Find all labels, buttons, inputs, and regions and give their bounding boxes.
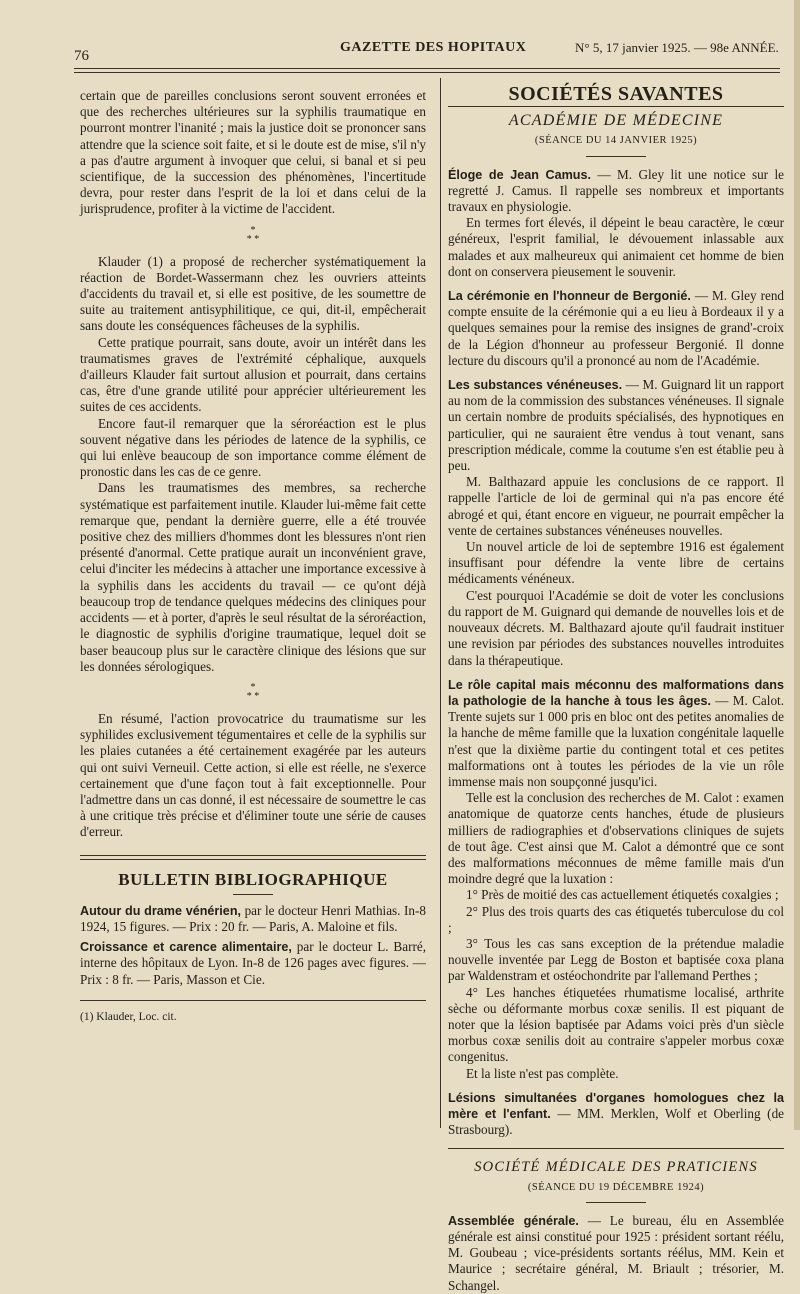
- entry-lesions-text: — MM. Merklen, Wolf et Oberling (de Strasbourg).: [448, 1105, 785, 1138]
- entry-calot-point-2: 2° Plus des trois quarts des cas étiquetés tuberculose du col ;: [448, 903, 784, 935]
- footnote: (1) Klauder, Loc. cit.: [80, 1010, 177, 1023]
- entry-calot-point-1: 1° Près de moitié des cas actuellement étiquetés coxalgies ;: [466, 887, 779, 903]
- issue-info: N° 5, 17 janvier 1925. — 98e ANNÉE.: [575, 40, 779, 55]
- entry-substances: [448, 377, 784, 474]
- header-rule-bottom: [74, 72, 780, 73]
- entry-eloge-camus: [448, 167, 784, 216]
- paragraph-membres: Dans les traumatismes des membres, sa recherche systématique est parfaitement inutile. Klauder lui-même fait cette remarque que, pendant la dernière guerre, elle a été trouvée positive chez des milliers d'hommes dont les blessures n'ont rien présenté d'anormal. Cette pratique aurait un inconvénient grave, celui d'inciter les médecins à attacher une importance excessive à la syphilis dans les accidents du travail — ce qu'ont déjà beaucoup trop de tendance quelques médecins des cliniques pour accidents — et à porter, d'après le seul résultat de la séroréaction, le diagnostic de syphilis d'origine traumatique, lequel doit se baser beaucoup plus sur le caractère clinique des lésions que sur les données sérologiques.: [80, 480, 426, 674]
- biblio-entry-1-text: par le docteur Henri Mathias. In-8 1924, 15 figures. — Prix : 20 fr. — Paris, A. Maloine et fils.: [80, 902, 426, 934]
- biblio-rule-top-1: [80, 855, 426, 856]
- entry-calot-point-3: 3° Tous les cas sans exception de la prétendue maladie nouvelle inventée par Legg de Boston et baptisée coxa plana par Waldenstram et ostéochondrite par l'allemand Perthes ;: [448, 935, 784, 984]
- entry-loi-1916: Un nouvel article de loi de septembre 1916 est également insuffisant pour défendre la vente libre de certains médicaments vénéneux.: [448, 539, 784, 587]
- entry-balthazard: M. Balthazard appuie les conclusions de ce rapport. Il rappelle l'article de loi de germinal qui n'a pas encore été abrogé et qui, étant encore en vigueur, ne pourrait empêcher la vente de certaines substances vénéneuses nouvelles.: [448, 474, 784, 538]
- entry-eloge-head: Éloge de Jean Camus.: [448, 167, 592, 182]
- title-rule: [448, 106, 784, 107]
- entry-substances-text: — M. Guignard lit un rapport au nom de la commission des substances vénéneuses. Il signale un certain nombre de produits spécialisés, des hypnotiques en particulier, qui ne sauraient être vendus à tout venant, sans prescription médicale, comme la coutume s'en est établie peu à peu.: [448, 377, 784, 474]
- societe-rule: [448, 1148, 784, 1149]
- journal-title: GAZETTE DES HOPITAUX: [340, 40, 527, 55]
- seance-rule-2: [586, 1202, 646, 1203]
- section-break-stars: [80, 226, 426, 244]
- biblio-entry-1: [80, 903, 426, 935]
- biblio-entry-2: [80, 939, 426, 988]
- seance-rule-1: [586, 156, 646, 157]
- paragraph-klauder: Klauder (1) a proposé de rechercher systématiquement la réaction de Bordet-Wassermann chez les ouvriers atteints d'accidents du travail et, si elle est positive, de les soumettre de suite au traitement antisyphilitique, ce qui, dit-il, empêcherait sans doute les conséquences fâcheuses de la syphilis.: [80, 253, 426, 334]
- right-column: [448, 83, 785, 1294]
- entry-conclusions-guignard: C'est pourquoi l'Académie se doit de voter les conclusions du rapport de M. Guignard qui demande de nouvelles lois et de nouveaux décrets. M. Balthazard ajoute qu'il faudrait instituer une revision par périodes des substances nouvelles introduites dans la thérapeutique.: [448, 587, 784, 668]
- entry-bergonie: [448, 288, 784, 369]
- paragraph-conclusions: certain que de pareilles conclusions seront souvent erronées et que des recherches ultérieures sur la syphilis traumatique en pourront montrer l'inanité ; mais la justice doit se prononcer sans attendre que la science soit faite, et si le doute est de mise, s'il n'y a pas d'autre argument à invoquer que celui, si banal et si peu scientifique, de la succession des phénomènes, l'incertitude devra, pour rester dans l'esprit de la loi et dans celui de la jurisprudence, profiter à la victime de l'accident.: [80, 88, 426, 217]
- entry-assemblee-text: — Le bureau, élu en Assemblée générale est ainsi constitué pour 1925 : président sortant réélu, M. Goubeau ; vice-présidents sortants réélus, MM. Kein et Maurice ; secrétaire général, M. Briault ; trésorier, M. Schangel.: [448, 1212, 784, 1293]
- biblio-short-rule: [233, 894, 273, 895]
- header-rule-top: [74, 68, 780, 69]
- societe-heading: SOCIÉTÉ MÉDICALE DES PRATICIENS: [474, 1159, 758, 1176]
- paragraph-resume: En résumé, l'action provocatrice du traumatisme sur les syphilides exclusivement tégumentaires et celle de la syphilis sur les plaies cutanées a été certainement exagérée par les auteurs qui ont suivi Verneuil. Cette action, si elle est réelle, ne s'exerce certainement que d'une façon tout à fait exceptionnelle. Pour l'admettre dans un cas donné, il est nécessaire de soumettre le cas à une critique très précise et d'éliminer toute une série de causes d'erreur.: [80, 710, 426, 840]
- paragraph-pratique: Cette pratique pourrait, sans doute, avoir un intérêt dans les traumatismes graves de l'extrémité céphalique, auxquels d'ailleurs Klauder fait surtout allusion et pourrait, dans certains cas, être d'une grande utilité pour apprécier ultérieurement les suites de ces accidents.: [80, 334, 426, 415]
- societes-savantes-title: SOCIÉTÉS SAVANTES: [508, 83, 724, 105]
- entry-assemblee: [448, 1213, 784, 1294]
- entry-calot-conclusion: Telle est la conclusion des recherches de M. Calot : examen anatomique de quatorze cents hanches, étude de plusieurs milliers de radiographies et d'observations cliniques de sujets de tout âge. C'est ainsi que M. Calot a démontré que ce sont des malformations méconnues de même famille mais d'un moindre degré que la luxation :: [448, 790, 784, 887]
- star-top: *: [250, 224, 256, 236]
- entry-malformations-text: — M. Calot. Trente sujets sur 1 000 pris en bloc ont des petites anomalies de la hanche de même famille que la luxation congénitale laquelle n'est que la dixième partie du contingent total et ces petites malformations ont à toutes les périodes de la vie un rôle immense mais non soupçonné jusqu'ici.: [448, 692, 785, 789]
- biblio-entry-1-title: Autour du drame vénérien,: [80, 903, 242, 918]
- footnote-rule: [80, 1000, 426, 1001]
- seance-date-1: (SÉANCE DU 14 JANVIER 1925): [534, 135, 698, 147]
- academie-heading: ACADÉMIE DE MÉDECINE: [508, 112, 724, 130]
- entry-malformations: [448, 677, 784, 790]
- page-edge: [794, 0, 800, 1130]
- entry-bergonie-head: La cérémonie en l'honneur de Bergonié.: [448, 289, 691, 304]
- left-column: [80, 88, 426, 1025]
- entry-lesions: [448, 1090, 784, 1139]
- biblio-entry-2-text: par le docteur L. Barré, interne des hôpitaux de Lyon. In-8 de 126 pages avec figures. — Prix : 8 fr. — Paris, Masson et Cie.: [80, 939, 426, 987]
- entry-malformations-head: Le rôle capital mais méconnu des malformations dans la pathologie de la hanche à tous les âges.: [448, 677, 784, 708]
- page-number: 76: [74, 48, 89, 64]
- entry-calot-point-4: 4° Les hanches étiquetées rhumatisme localisé, arthrite sèche ou déformante morbus coxæ senilis. Il est piquant de noter que la lésion baptisée par Adams voici près d'un siècle morbus coxæ senilis doit au contraire s'appeler morbus coxæ congenitus.: [448, 984, 784, 1065]
- biblio-title: BULLETIN BIBLIOGRAPHIQUE: [118, 869, 388, 889]
- entry-bergonie-text: — M. Gley rend compte ensuite de la cérémonie qui a eu lieu à Bordeaux il y a quelques semaines pour la remise des insignes de grand'-croix de la Légion d'honneur au professeur Bergonié. Il donne lecture du discours qu'il a prononcé au nom de l'Académie.: [448, 288, 785, 368]
- paragraph-seroreaction: Encore faut-il remarquer que la séroréaction est le plus souvent négative dans les périodes de latence de la syphilis, ce qui lui enlève beaucoup de son importance comme élément de pronostic dans les cas de ce genre.: [80, 415, 426, 480]
- section-break-stars-2: [80, 683, 426, 701]
- biblio-rule-top-2: [80, 859, 426, 860]
- star-bottom: * *: [246, 233, 260, 245]
- entry-lesions-head: Lésions simultanées d'organes homologues chez la mère et l'enfant.: [448, 1090, 784, 1121]
- entry-eloge-text: — M. Gley lit une notice sur le regretté J. Camus. Il rappelle ses nombreux et importants travaux en physiologie.: [448, 166, 784, 215]
- column-divider: [440, 78, 441, 1128]
- entry-calot-list: Et la liste n'est pas complète.: [466, 1065, 619, 1081]
- entry-assemblee-head: Assemblée générale.: [448, 1213, 579, 1228]
- entry-substances-head: Les substances vénéneuses.: [448, 378, 623, 393]
- entry-eloge-continued: En termes fort élevés, il dépeint le beau caractère, le cœur généreux, l'esprit familial, le dévouement inlassable aux malades et aux malheureux qui animaient cet homme de bien dont on conservera pieusement le souvenir.: [448, 215, 784, 279]
- star-bottom: * *: [246, 690, 260, 702]
- seance-date-2: (SÉANCE DU 19 DÉCEMBRE 1924): [527, 1181, 705, 1193]
- biblio-entry-2-title: Croissance et carence alimentaire,: [80, 940, 292, 955]
- star-top: *: [250, 681, 256, 693]
